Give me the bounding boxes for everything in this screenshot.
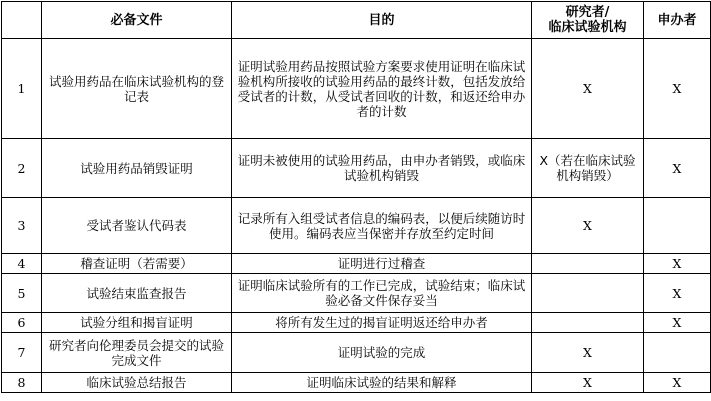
row-investigator-mark (532, 313, 644, 333)
row-number: 8 (2, 373, 42, 393)
header-sponsor: 申办者 (644, 2, 711, 39)
table-row (2, 139, 711, 198)
row-investigator-mark: X (532, 39, 644, 139)
row-purpose: 记录所有入组受试者信息的编码表，以便后续随访时使用。编码表应当保密并存放至约定时间 (232, 198, 532, 254)
table-row (2, 198, 711, 254)
row-sponsor-mark: X (644, 373, 711, 393)
row-number: 7 (2, 333, 42, 373)
header-number (2, 2, 42, 39)
table-row (2, 373, 711, 393)
row-number: 3 (2, 198, 42, 254)
row-purpose: 证明临床试验所有的工作已完成，试验结束；临床试验必备文件保存妥当 (232, 274, 532, 313)
row-sponsor-mark (644, 198, 711, 254)
row-purpose: 证明未被使用的试验用药品，由申办者销毁，或临床试验机构销毁 (232, 139, 532, 198)
row-number: 1 (2, 39, 42, 139)
row-investigator-mark (532, 254, 644, 274)
row-document: 稽查证明（若需要） (42, 254, 232, 274)
row-investigator-mark (532, 274, 644, 313)
header-document: 必备文件 (42, 2, 232, 39)
row-purpose: 将所有发生过的揭盲证明返还给申办者 (232, 313, 532, 333)
header-investigator (532, 2, 644, 39)
header-investigator-line2: 临床试验机构 (548, 20, 627, 35)
table-row (2, 333, 711, 373)
row-sponsor-mark: X (644, 274, 711, 313)
row-document: 试验分组和揭盲证明 (42, 313, 232, 333)
row-purpose: 证明临床试验的结果和解释 (232, 373, 532, 393)
row-sponsor-mark: X (644, 254, 711, 274)
table-header-row (2, 2, 711, 39)
row-purpose: 证明试验用药品按照试验方案要求使用证明在临床试验机构所接收的试验用药品的最终计数，包括发放给受试者的计数，从受试者回收的计数，和返还给申办者的计数 (232, 39, 532, 139)
row-document: 试验用药品销毁证明 (42, 139, 232, 198)
row-number: 5 (2, 274, 42, 313)
table-row (2, 39, 711, 139)
header-investigator-line1: 研究者/ (565, 5, 610, 20)
row-document: 受试者鉴认代码表 (42, 198, 232, 254)
row-purpose: 证明试验的完成 (232, 333, 532, 373)
row-document: 临床试验总结报告 (42, 373, 232, 393)
header-purpose: 目的 (232, 2, 532, 39)
row-investigator-mark: X (532, 373, 644, 393)
row-sponsor-mark: X (644, 313, 711, 333)
essential-documents-table (1, 1, 711, 393)
row-number: 2 (2, 139, 42, 198)
row-document: 试验用药品在临床试验机构的登记表 (42, 39, 232, 139)
row-purpose: 证明进行过稽查 (232, 254, 532, 274)
table-row (2, 313, 711, 333)
row-number: 4 (2, 254, 42, 274)
row-investigator-mark: X（若在临床试验机构销毁） (532, 139, 644, 198)
row-number: 6 (2, 313, 42, 333)
table-row (2, 274, 711, 313)
table-row (2, 254, 711, 274)
row-sponsor-mark: X (644, 39, 711, 139)
row-document: 试验结束监查报告 (42, 274, 232, 313)
row-investigator-mark: X (532, 333, 644, 373)
row-sponsor-mark: X (644, 139, 711, 198)
row-investigator-mark: X (532, 198, 644, 254)
row-document: 研究者向伦理委员会提交的试验完成文件 (42, 333, 232, 373)
row-sponsor-mark (644, 333, 711, 373)
